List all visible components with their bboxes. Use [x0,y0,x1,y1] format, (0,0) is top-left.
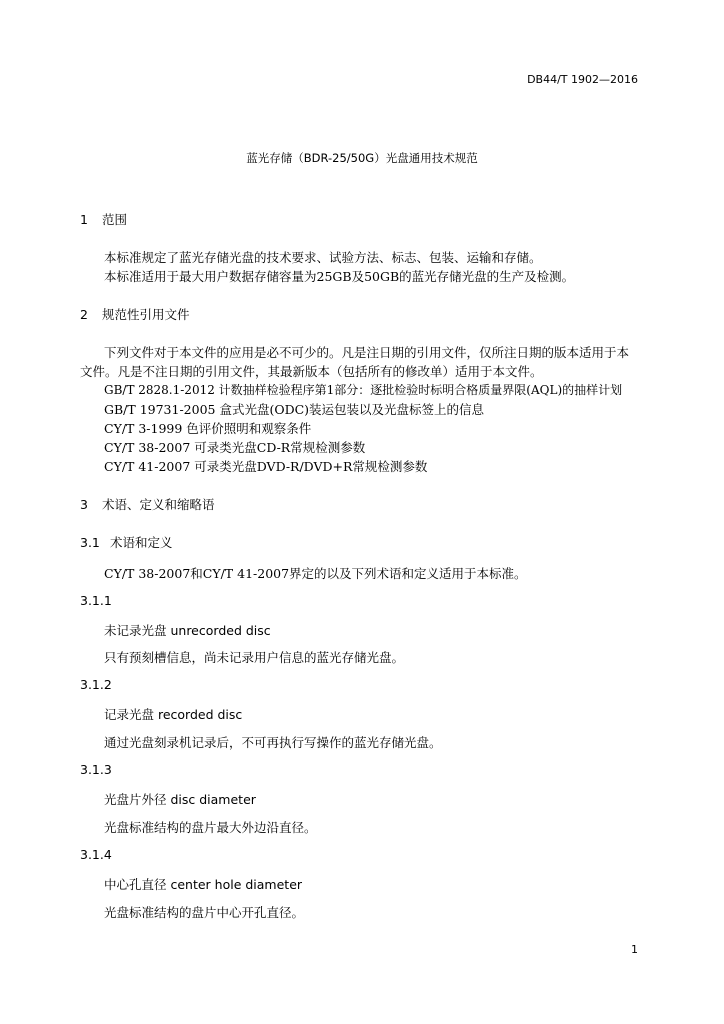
section-title: 规范性引用文件 [102,307,190,322]
reference-item: CY/T 38-2007 可录类光盘CD-R常规检测参数 [104,440,366,455]
reference-item: CY/T 3-1999 色评价照明和观察条件 [104,421,312,436]
subsection-number: 3.1 [80,535,100,550]
section-2-heading [80,305,190,323]
term-number: 3.1.4 [80,847,112,862]
term-title: 中心孔直径 center hole diameter [104,877,303,892]
section-2-intro-line-1: 下列文件对于本文件的应用是必不可少的。凡是注日期的引用文件，仅所注日期的版本适用于本 [104,345,630,360]
section-title: 术语、定义和缩略语 [102,497,215,512]
term-definition: 光盘标准结构的盘片中心开孔直径。 [104,905,305,920]
term-number: 3.1.3 [80,762,112,777]
section-1-paragraph-1: 本标准规定了蓝光存储光盘的技术要求、试验方法、标志、包装、运输和存储。 [104,250,542,265]
section-1-paragraph-2: 本标准适用于最大用户数据存储容量为25GB及50GB的蓝光存储光盘的生产及检测。 [104,269,575,284]
term-title: 未记录光盘 unrecorded disc [104,623,271,638]
section-title: 范围 [102,212,128,227]
document-title: 蓝光存储（BDR-25/50G）光盘通用技术规范 [246,151,478,165]
term-title: 记录光盘 recorded disc [104,707,243,722]
section-number: 2 [80,307,88,322]
section-number: 3 [80,497,88,512]
reference-item: GB/T 19731-2005 盒式光盘(ODC)装运包装以及光盘标签上的信息 [104,402,485,417]
reference-item: CY/T 41-2007 可录类光盘DVD-R/DVD+R常规检测参数 [104,459,428,474]
term-definition: 只有预刻槽信息，尚未记录用户信息的蓝光存储光盘。 [104,650,405,665]
term-definition: 光盘标准结构的盘片最大外边沿直径。 [104,820,317,835]
term-title: 光盘片外径 disc diameter [104,792,256,807]
subsection-title: 术语和定义 [110,535,173,550]
section-2-intro-line-2: 文件。凡是不注日期的引用文件，其最新版本（包括所有的修改单）适用于本文件。 [80,364,543,379]
reference-item: GB/T 2828.1-2012 计数抽样检验程序第1部分：逐批检验时标明合格质量界限(AQL)的抽样计划 [104,383,623,397]
section-number: 1 [80,212,88,227]
page-number: 1 [631,943,638,956]
term-definition: 通过光盘刻录机记录后，不可再执行写操作的蓝光存储光盘。 [104,735,442,750]
subsection-3-1-heading [80,533,173,551]
term-number: 3.1.2 [80,677,112,692]
section-1-heading [80,210,127,228]
section-3-heading [80,495,215,513]
term-number: 3.1.1 [80,593,112,608]
standard-number-header: DB44/T 1902—2016 [527,73,638,86]
subsection-3-1-paragraph: CY/T 38-2007和CY/T 41-2007界定的以及下列术语和定义适用于本标准。 [104,566,527,581]
